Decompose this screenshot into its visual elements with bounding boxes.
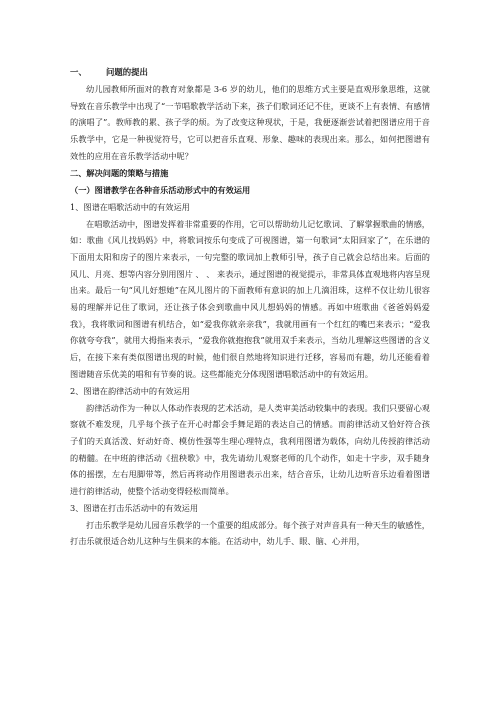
section-2-title: 二、解决问题的策略与措施 (70, 167, 169, 178)
section-2-subtitle: （一）图谱教学在各种音乐活动形式中的有效运用 (70, 184, 251, 195)
section-1-paragraph: 幼儿园教师所面对的教育对象都是 3-6 岁的幼儿，他们的思维方式主要是直观形象思维，这就导致在音乐教学中出现了“一节唱歌教学活动下来，孩子们歌词还记不住，更谈不上有表情、有感情的演唱了”。教师教的累、孩子学的烦。为了改变这种现状，于是，我便逐渐尝试着把图谱应用于音乐教学中，它是一种视觉符号，它可以把音乐直观、形象、趣味的表现出来。那么，如何把图谱有效性的应用在音乐教学活动中呢？ (70, 84, 430, 161)
item-1-heading: 1、图谱在唱歌活动中的有效运用 (70, 201, 190, 212)
item-3-heading: 3、图谱在打击乐活动中的有效运用 (70, 502, 199, 513)
section-1-number: 一、 (70, 67, 87, 77)
section-1-title: 问题的提出 (106, 67, 148, 77)
item-2-paragraph: 韵律活动作为一种以人体动作表现的艺术活动，是人类审美活动较集中的表现。我们只要留心观察就不难发现，几乎每个孩子在开心时都会手舞足蹈的表达自己的情感。而韵律活动又恰好符合孩子们的天真活泼、好动好奇、模仿性强等生理心理特点，我利用图谱为载体，向幼儿传授韵律活动的精髓。在中班韵律活动《扭秧歌》中，我先请幼儿观察老师的几个动作，如走十字步，双手随身体的摇摆，左右甩脚带等，然后再将动作用图谱表示出来，结合音乐，让幼儿边听音乐边看着图谱进行韵律活动，使整个活动变得轻松而简单。 (70, 402, 430, 497)
section-1-heading (70, 64, 430, 81)
item-2-heading: 2、图谱在韵律活动中的有效运用 (70, 385, 190, 396)
item-1-paragraph: 在唱歌活动中，图谱发挥着非常重要的作用，它可以帮助幼儿记忆歌词、了解掌握歌曲的情感，如：歌曲《风儿找妈妈》中，将歌词按乐句变成了可视图谱，第一句歌词“太阳回家了”，在乐谱的下面用太阳和房子的图片来表示，一句完整的歌词加上教师引导，孩子自己就会总结出来。后面的风儿、月亮、想等内容分别用图片 、 、 来表示，通过图谱的视觉提示，非常具体直观地将内容呈现出来。最后一句“风儿好想她”在风儿图片的下面教师有意识的加上几滴泪珠，这样不仅让幼儿很容易的理解并记住了歌词，还让孩子体会到歌曲中风儿想妈妈的情感。再如中班歌曲《爸爸妈妈爱我》，我将歌词和图谱有机结合，如“爱我你就亲亲我”，我就用画有一个红红的嘴巴来表示；“爱我你就夸夸我”，就用大拇指来表示，“爱我你就抱抱我”就用双手来表示，当幼儿理解这些图谱的含义后，在接下来有类似图谱出现的时候，他们很自然地将知识进行迁移，容易而有趣，幼儿还能看着图谱随音乐优美的唱和有节奏的说。这些都能充分体现图谱唱歌活动中的有效运用。 (70, 218, 430, 379)
document-page (70, 64, 430, 550)
item-3-paragraph: 打击乐教学是幼儿园音乐教学的一个重要的组成部分。每个孩子对声音具有一种天生的敏感性，打击乐就很适合幼儿这种与生俱来的本能。在活动中，幼儿手、眼、脑、心并用， (70, 519, 430, 547)
